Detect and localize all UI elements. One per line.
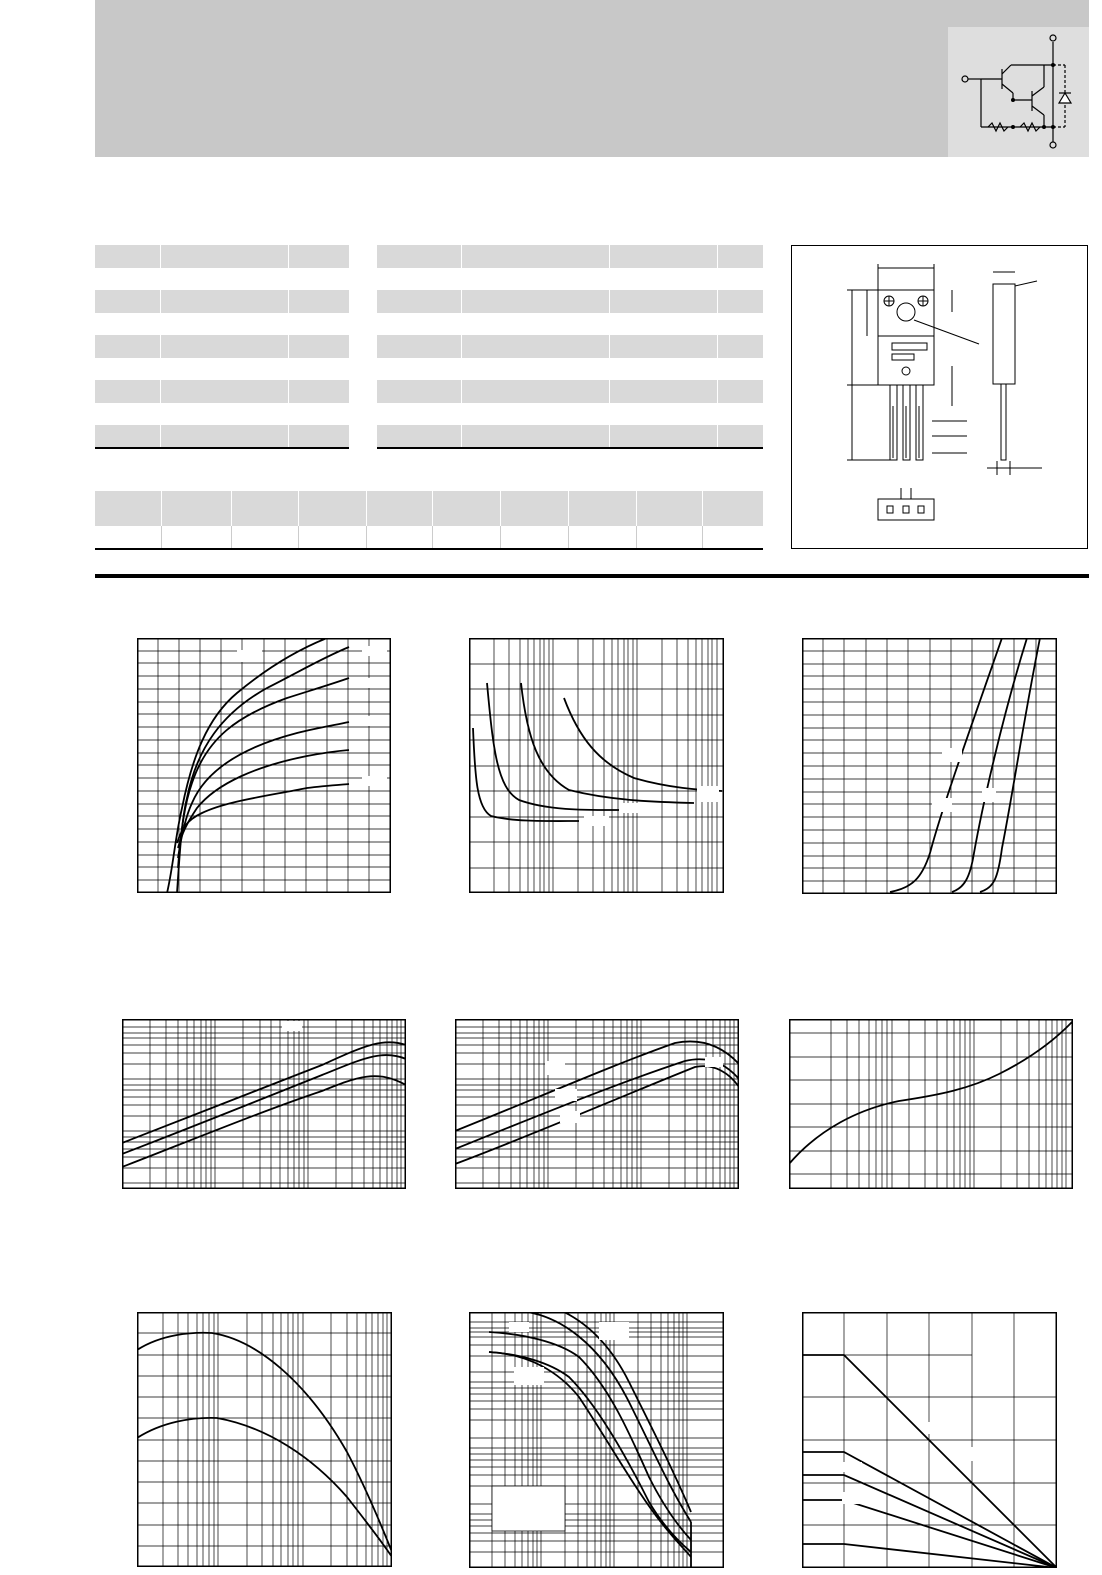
graph-log-log-rising-2	[455, 1019, 739, 1189]
graph-transfer	[802, 638, 1057, 894]
section-divider	[95, 574, 1089, 578]
graph-log-curve	[789, 1019, 1073, 1189]
graph-log-x-arch	[137, 1312, 392, 1567]
graph-log-log-rising-1	[122, 1019, 406, 1189]
graph-safe-operating-area	[469, 1312, 724, 1568]
package-outline-drawing	[791, 245, 1088, 549]
graph-derating	[802, 1312, 1057, 1568]
graph-log-x-decay	[469, 638, 724, 893]
hfe-rank-table	[95, 491, 763, 550]
electrical-characteristics-table	[377, 245, 763, 449]
equivalent-circuit-symbol	[948, 27, 1089, 157]
graph-output-characteristics	[137, 638, 391, 893]
ratings-table	[95, 245, 349, 449]
title-banner	[95, 0, 1089, 157]
